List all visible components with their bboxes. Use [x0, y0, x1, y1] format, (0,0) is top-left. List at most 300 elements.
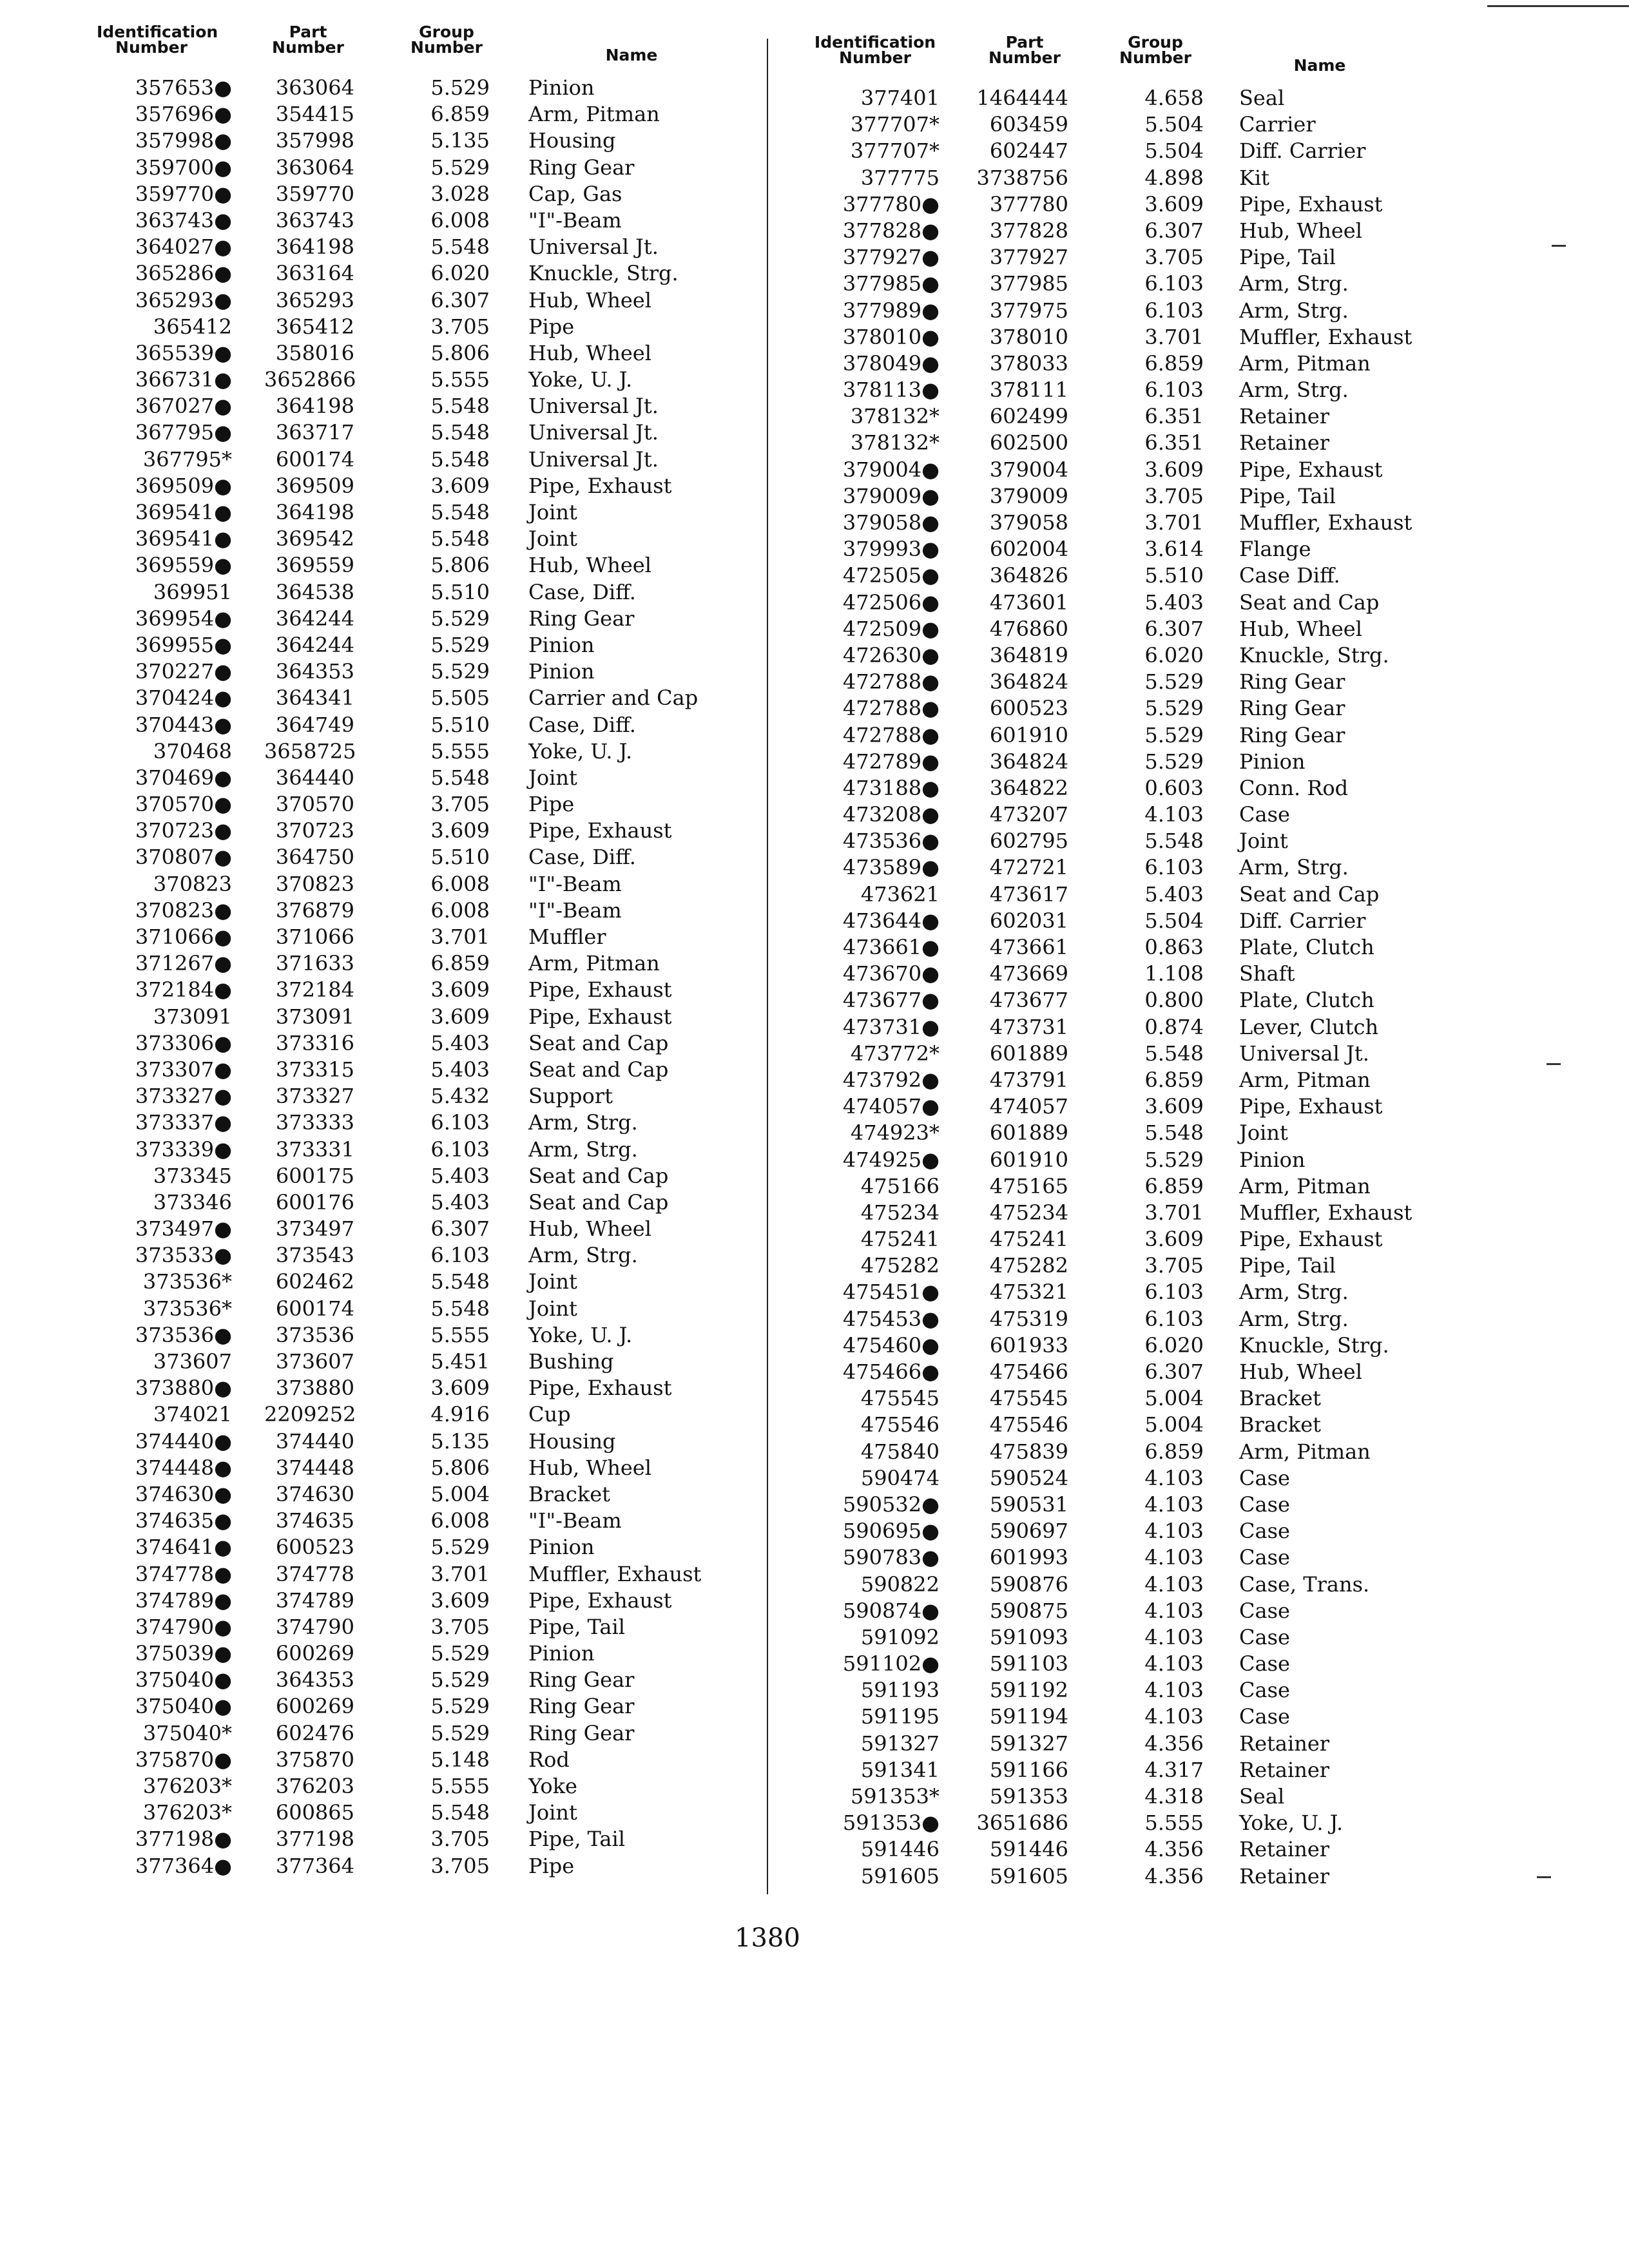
group-number-cell: 5.403	[430, 1030, 490, 1055]
part-number-cell: 359770	[275, 181, 354, 206]
name-cell: Pinion	[528, 632, 595, 657]
name-cell: Joint	[528, 1800, 577, 1825]
identification-number-cell: 473589●	[842, 855, 940, 880]
part-number-cell: 2209252	[264, 1402, 356, 1427]
identification-number-cell: 374630●	[135, 1481, 232, 1506]
group-number-cell: 5.529	[1144, 1147, 1204, 1172]
name-cell: Yoke, U. J.	[528, 367, 633, 392]
table-row	[811, 1598, 1455, 1624]
table-row	[97, 1401, 728, 1428]
group-number-cell: 5.004	[1144, 1386, 1204, 1411]
name-cell: Knuckle, Strg.	[1239, 642, 1389, 668]
table-row	[97, 447, 728, 473]
identification-number-cell: 473536●	[842, 829, 940, 854]
name-cell: Ring Gear	[528, 155, 635, 180]
name-cell: Pipe, Exhaust	[528, 1376, 672, 1401]
name-cell: Case	[1239, 1492, 1290, 1517]
group-number-cell: 4.103	[1144, 1598, 1204, 1623]
name-cell: Yoke, U. J.	[528, 738, 633, 764]
identification-number-cell: 377828●	[842, 218, 940, 243]
right-parts-table	[811, 85, 1455, 1890]
group-number-cell: 5.529	[430, 75, 490, 100]
group-number-cell: 5.504	[1144, 908, 1204, 933]
table-row	[811, 1332, 1455, 1359]
group-number-cell: 5.548	[430, 394, 490, 419]
table-row	[97, 1614, 728, 1640]
table-row	[97, 1455, 728, 1481]
table-row	[811, 191, 1455, 218]
table-row	[811, 722, 1455, 749]
group-number-cell: 3.705	[430, 1827, 490, 1852]
group-number-cell: 6.020	[430, 261, 490, 286]
name-cell: Case	[1239, 1519, 1290, 1544]
part-number-cell: 473601	[989, 590, 1068, 615]
table-row	[97, 1189, 728, 1216]
name-cell: Joint	[1239, 829, 1288, 854]
identification-number-cell: 372184●	[135, 977, 232, 1003]
part-number-cell: 3658725	[264, 738, 356, 764]
identification-number-cell: 373307●	[135, 1057, 232, 1082]
identification-number-cell: 365286●	[135, 261, 232, 286]
name-cell: Yoke, U. J.	[1239, 1811, 1344, 1836]
table-row	[811, 1120, 1455, 1146]
group-number-cell: 5.806	[430, 1455, 490, 1480]
identification-number-cell: 475453●	[842, 1306, 940, 1331]
identification-number-cell: 373091	[153, 1004, 232, 1029]
name-cell: Ring Gear	[1239, 669, 1345, 695]
identification-number-cell: 367795●	[135, 420, 232, 445]
identification-number-cell: 357653●	[135, 75, 232, 100]
group-number-cell: 6.859	[1144, 1439, 1204, 1464]
left-parts-table	[97, 75, 728, 1879]
part-number-cell: 600523	[989, 696, 1068, 721]
part-number-cell: 601993	[989, 1545, 1068, 1570]
table-row	[97, 1747, 728, 1773]
group-number-cell: 6.307	[1144, 218, 1204, 243]
group-number-cell: 6.103	[430, 1243, 490, 1268]
name-cell: Arm, Pitman	[1239, 1173, 1371, 1198]
group-number-cell: 5.548	[430, 1800, 490, 1825]
identification-number-cell: 367795*	[142, 447, 232, 472]
identification-number-cell: 374641●	[135, 1535, 232, 1560]
table-row	[811, 1783, 1455, 1810]
part-number-cell: 371633	[275, 951, 354, 976]
table-row	[811, 616, 1455, 642]
group-number-cell: 3.705	[1144, 245, 1204, 270]
group-number-cell: 3.705	[430, 792, 490, 817]
group-number-cell: 5.135	[430, 128, 490, 153]
table-row	[97, 924, 728, 950]
name-cell: Arm, Strg.	[1239, 1280, 1349, 1305]
group-number-cell: 5.548	[1144, 1041, 1204, 1066]
name-cell: Bracket	[528, 1481, 610, 1506]
table-row	[97, 1269, 728, 1295]
part-number-cell: 378033	[989, 351, 1068, 376]
part-number-cell: 378010	[989, 324, 1068, 349]
part-number-cell: 373543	[275, 1243, 354, 1268]
name-cell: Case	[1239, 1545, 1290, 1570]
identification-number-cell: 376203*	[142, 1774, 232, 1798]
group-number-cell: 5.529	[430, 155, 490, 180]
name-cell: Retainer	[1239, 1837, 1330, 1862]
identification-number-cell: 370443●	[135, 712, 232, 737]
group-number-cell: 3.028	[430, 181, 490, 206]
part-number-cell: 372184	[275, 977, 354, 1003]
name-cell: Case, Diff.	[528, 579, 636, 604]
name-cell: Arm, Strg.	[1239, 1306, 1349, 1331]
identification-number-cell: 377707*	[850, 139, 940, 164]
identification-number-cell: 473792●	[842, 1067, 940, 1092]
table-row	[97, 1481, 728, 1508]
table-row	[97, 1242, 728, 1269]
name-cell: Hub, Wheel	[528, 287, 651, 312]
group-number-cell: 6.307	[430, 1216, 490, 1242]
table-row	[811, 1544, 1455, 1571]
table-row	[811, 536, 1455, 562]
identification-number-cell: 377707*	[850, 112, 940, 137]
table-row	[97, 1693, 728, 1720]
group-number-cell: 4.356	[1144, 1731, 1204, 1756]
name-cell: Housing	[528, 1428, 616, 1454]
group-number-cell: 5.529	[1144, 669, 1204, 695]
table-row	[811, 1253, 1455, 1279]
group-number-cell: 1.108	[1144, 961, 1204, 986]
table-row	[811, 695, 1455, 722]
group-number-cell: 0.800	[1144, 988, 1204, 1013]
group-number-cell: 3.705	[430, 1853, 490, 1878]
name-cell: Retainer	[1239, 1731, 1330, 1756]
table-row	[97, 128, 728, 154]
group-number-cell: 5.004	[1144, 1412, 1204, 1437]
part-number-cell: 600174	[275, 447, 354, 472]
part-number-cell: 364824	[989, 749, 1068, 774]
part-number-cell: 374778	[275, 1561, 354, 1586]
table-row	[811, 1731, 1455, 1757]
identification-number-cell: 370468	[153, 738, 232, 764]
name-cell: Seat and Cap	[528, 1189, 669, 1215]
part-number-cell: 376203	[275, 1774, 354, 1798]
part-number-cell: 3652866	[264, 367, 356, 392]
name-cell: Joint	[528, 1269, 577, 1294]
name-cell: Pipe, Tail	[1239, 483, 1336, 508]
group-number-cell: 5.548	[430, 420, 490, 445]
part-number-cell: 364353	[275, 659, 354, 684]
group-number-cell: 5.555	[430, 1774, 490, 1798]
part-number-cell: 473677	[989, 988, 1068, 1013]
identification-number-cell: 375040●	[135, 1667, 232, 1693]
table-row	[97, 526, 728, 552]
name-cell: Cap, Gas	[528, 181, 622, 206]
name-cell: Bracket	[1239, 1412, 1321, 1437]
table-row	[97, 977, 728, 1003]
identification-number-cell: 590783●	[842, 1545, 940, 1570]
column-divider	[767, 39, 768, 1894]
group-number-cell: 6.351	[1144, 404, 1204, 429]
margin-tick-mark	[1552, 245, 1566, 247]
group-number-cell: 3.609	[1144, 457, 1204, 482]
name-cell: Case	[1239, 802, 1290, 827]
group-number-cell: 5.148	[430, 1747, 490, 1772]
identification-number-cell: 374778●	[135, 1561, 232, 1586]
part-number-cell: 475319	[989, 1306, 1068, 1331]
group-number-cell: 3.701	[1144, 324, 1204, 349]
identification-number-cell: 590532●	[842, 1492, 940, 1517]
identification-number-cell: 590695●	[842, 1519, 940, 1544]
group-number-cell: 3.609	[430, 977, 490, 1003]
table-row	[97, 765, 728, 791]
part-number-cell: 473669	[989, 961, 1068, 986]
part-number-cell: 600269	[275, 1641, 354, 1666]
identification-number-cell: 475840	[860, 1439, 940, 1464]
table-row	[97, 181, 728, 207]
group-number-cell: 5.548	[430, 1269, 490, 1294]
part-number-cell: 476860	[989, 616, 1068, 641]
part-number-cell: 473661	[989, 935, 1068, 959]
group-number-cell: 3.701	[430, 925, 490, 949]
table-row	[97, 871, 728, 898]
name-cell: Universal Jt.	[528, 447, 659, 472]
table-row	[811, 1147, 1455, 1173]
name-cell: Diff. Carrier	[1239, 908, 1366, 933]
name-cell: Knuckle, Strg.	[528, 261, 679, 286]
group-number-cell: 5.548	[1144, 829, 1204, 854]
identification-number-cell: 373306●	[135, 1030, 232, 1055]
table-row	[811, 324, 1455, 351]
identification-number-cell: 374440●	[135, 1428, 232, 1454]
part-number-cell: 601910	[989, 1147, 1068, 1172]
name-cell: Arm, Pitman	[1239, 1067, 1371, 1092]
table-row	[811, 483, 1455, 510]
part-number-cell: 373316	[275, 1030, 354, 1055]
identification-number-cell: 370424●	[135, 686, 232, 711]
name-cell: Hub, Wheel	[1239, 1360, 1362, 1384]
group-number-cell: 6.307	[1144, 1360, 1204, 1384]
group-number-cell: 3.609	[430, 1588, 490, 1613]
part-number-cell: 374635	[275, 1508, 354, 1533]
group-number-cell: 6.859	[1144, 1173, 1204, 1198]
name-cell: Kit	[1239, 165, 1269, 190]
group-number-cell: 5.004	[430, 1481, 490, 1506]
group-number-cell: 6.008	[430, 1508, 490, 1533]
name-cell: Pipe, Exhaust	[1239, 191, 1383, 216]
part-number-cell: 364244	[275, 632, 354, 657]
table-row	[97, 1057, 728, 1083]
part-number-cell: 370570	[275, 792, 354, 817]
name-cell: Muffler, Exhaust	[1239, 324, 1412, 349]
part-number-cell: 473791	[989, 1067, 1068, 1092]
group-number-cell: 6.008	[430, 898, 490, 923]
name-cell: Arm, Strg.	[528, 1110, 638, 1135]
part-number-cell: 364538	[275, 579, 354, 604]
table-row	[97, 1508, 728, 1534]
part-number-cell: 364198	[275, 394, 354, 419]
left-column-header	[97, 24, 728, 75]
name-cell: Pipe, Tail	[528, 1827, 625, 1852]
part-number-cell: 373497	[275, 1216, 354, 1242]
part-number-cell: 373607	[275, 1349, 354, 1374]
group-number-cell: 5.403	[430, 1189, 490, 1215]
part-number-cell: 475546	[989, 1412, 1068, 1437]
group-number-cell: 5.529	[430, 1720, 490, 1745]
part-number-cell: 601889	[989, 1041, 1068, 1066]
identification-number-cell: 373880●	[135, 1376, 232, 1401]
name-cell: Arm, Strg.	[528, 1243, 638, 1268]
name-cell: Seat and Cap	[528, 1163, 669, 1188]
table-row	[97, 367, 728, 393]
group-number-cell: 5.529	[430, 659, 490, 684]
part-number-cell: 591446	[989, 1837, 1068, 1862]
identification-number-cell: 374021	[153, 1402, 232, 1427]
name-cell: Plate, Clutch	[1239, 988, 1374, 1013]
table-row	[97, 1588, 728, 1614]
part-number-cell: 364826	[989, 563, 1068, 588]
identification-number-cell: 591193	[860, 1678, 940, 1703]
part-number-cell: 370723	[275, 818, 354, 843]
table-row	[811, 351, 1455, 377]
name-cell: "I"-Beam	[528, 871, 622, 896]
table-row	[97, 685, 728, 711]
table-row	[97, 738, 728, 765]
group-number-cell: 5.510	[1144, 563, 1204, 588]
table-row	[811, 218, 1455, 244]
name-cell: Ring Gear	[1239, 696, 1345, 721]
part-number-cell: 591093	[989, 1624, 1068, 1649]
identification-number-cell: 473644●	[842, 908, 940, 933]
group-number-cell: 5.529	[430, 1641, 490, 1666]
group-number-cell: 3.609	[430, 818, 490, 843]
name-cell: Cup	[528, 1402, 571, 1427]
table-row	[97, 844, 728, 870]
name-cell: Arm, Strg.	[1239, 378, 1349, 403]
identification-number-cell: 375040*	[142, 1720, 232, 1745]
identification-number-cell: 375040●	[135, 1694, 232, 1719]
name-cell: Case	[1239, 1465, 1290, 1490]
name-cell: Joint	[528, 1296, 577, 1321]
name-cell: "I"-Beam	[528, 207, 622, 233]
table-row	[97, 632, 728, 658]
margin-tick-mark	[1537, 1876, 1551, 1878]
identification-number-cell: 591195	[860, 1704, 940, 1729]
group-number-cell: 5.403	[1144, 881, 1204, 907]
part-number-cell: 374630	[275, 1481, 354, 1506]
group-number-cell: 6.103	[1144, 298, 1204, 323]
part-number-cell: 3651686	[976, 1811, 1068, 1836]
identification-number-cell: 472506●	[842, 590, 940, 615]
name-cell: Shaft	[1239, 961, 1295, 986]
part-number-cell: 591192	[989, 1678, 1068, 1703]
name-cell: Ring Gear	[528, 1720, 635, 1745]
part-number-cell: 3738756	[976, 165, 1068, 190]
name-cell: Case, Diff.	[528, 845, 636, 870]
part-number-cell: 600865	[275, 1800, 354, 1825]
identification-number-cell: 370807●	[135, 845, 232, 870]
header-name: Name	[1293, 56, 1346, 75]
name-cell: Yoke	[528, 1774, 577, 1798]
part-number-cell: 376879	[275, 898, 354, 923]
name-cell: Universal Jt.	[1239, 1041, 1369, 1066]
table-row	[97, 1296, 728, 1322]
identification-number-cell: 373337●	[135, 1110, 232, 1135]
name-cell: Case	[1239, 1624, 1290, 1649]
table-row	[811, 1836, 1455, 1863]
part-number-cell: 369559	[275, 553, 354, 578]
name-cell: Yoke, U. J.	[528, 1322, 633, 1347]
group-number-cell: 6.103	[430, 1137, 490, 1162]
identification-number-cell: 475234	[860, 1200, 940, 1225]
part-number-cell: 365293	[275, 287, 354, 312]
group-number-cell: 5.555	[430, 367, 490, 392]
table-row	[811, 1359, 1455, 1385]
identification-number-cell: 472788●	[842, 696, 940, 721]
name-cell: Carrier	[1239, 112, 1316, 137]
table-row	[811, 244, 1455, 271]
identification-number-cell: 473670●	[842, 961, 940, 986]
group-number-cell: 3.609	[1144, 1227, 1204, 1252]
table-row	[811, 1439, 1455, 1465]
right-column-header	[811, 35, 1455, 85]
part-number-cell: 472721	[989, 855, 1068, 880]
table-row	[811, 961, 1455, 987]
name-cell: Pipe	[528, 1853, 575, 1878]
part-number-cell: 364819	[989, 642, 1068, 668]
part-number-cell: 377927	[989, 245, 1068, 270]
name-cell: Pipe	[528, 314, 575, 339]
part-number-cell: 369509	[275, 473, 354, 498]
table-row	[811, 403, 1455, 430]
group-number-cell: 3.705	[430, 1614, 490, 1639]
group-number-cell: 3.609	[1144, 191, 1204, 216]
table-row	[811, 1757, 1455, 1783]
part-number-cell: 374789	[275, 1588, 354, 1613]
table-row	[811, 1306, 1455, 1332]
header-group-number: Group Number	[410, 23, 483, 57]
group-number-cell: 5.529	[1144, 696, 1204, 721]
group-number-cell: 5.555	[430, 1322, 490, 1347]
part-number-cell: 591353	[989, 1784, 1068, 1809]
group-number-cell: 4.103	[1144, 1678, 1204, 1703]
identification-number-cell: 369541●	[135, 526, 232, 552]
table-row	[97, 314, 728, 340]
name-cell: Hub, Wheel	[1239, 616, 1362, 641]
identification-number-cell: 370723●	[135, 818, 232, 843]
identification-number-cell: 590474	[860, 1465, 940, 1490]
table-row	[97, 950, 728, 977]
identification-number-cell: 472630●	[842, 642, 940, 668]
table-row	[811, 1067, 1455, 1093]
table-row	[97, 1216, 728, 1242]
table-row	[97, 1561, 728, 1588]
group-number-cell: 6.859	[1144, 351, 1204, 376]
name-cell: Support	[528, 1084, 613, 1109]
group-number-cell: 5.529	[430, 1667, 490, 1693]
table-row	[97, 1083, 728, 1110]
identification-number-cell: 367027●	[135, 394, 232, 419]
identification-number-cell: 359700●	[135, 155, 232, 180]
part-number-cell: 591327	[989, 1731, 1068, 1756]
identification-number-cell: 378132*	[850, 430, 940, 456]
identification-number-cell: 591102●	[842, 1651, 940, 1677]
name-cell: Pipe, Tail	[1239, 245, 1336, 270]
group-number-cell: 5.505	[430, 686, 490, 711]
table-row	[97, 1030, 728, 1057]
name-cell: Arm, Strg.	[1239, 298, 1349, 323]
table-row	[811, 1385, 1455, 1412]
table-row	[811, 1863, 1455, 1890]
name-cell: "I"-Beam	[528, 898, 622, 923]
name-cell: Seal	[1239, 86, 1285, 110]
group-number-cell: 5.529	[430, 606, 490, 631]
part-number-cell: 601933	[989, 1332, 1068, 1358]
